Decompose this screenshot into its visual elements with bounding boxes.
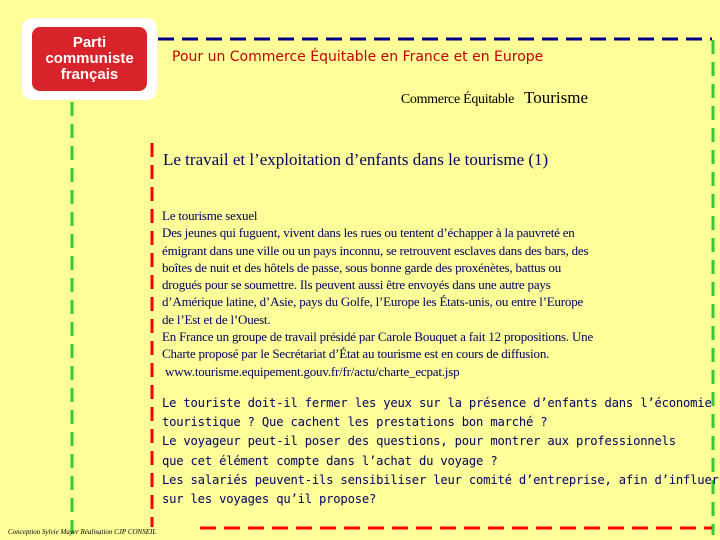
text-line: Charte proposé par le Secrétariat d’État au tourisme est en cours de diffusion.: [162, 346, 550, 362]
text-line: En France un groupe de travail présidé par Carole Bouquet a fait 12 propositions. Une: [162, 329, 594, 345]
nav-item-commerce-equitable[interactable]: Commerce Équitable: [400, 92, 515, 107]
text-line: émigrant dans une ville ou un pays inconnu, se retrouvent esclaves dans des bars, des: [162, 242, 589, 258]
text-line: Des jeunes qui fuguent, vivent dans les rues ou tentent d’échapper à la pauvreté en: [162, 225, 575, 241]
party-logo-badge: [32, 27, 147, 91]
text-line: Le voyageur peut-il poser des questions, pour montrer aux professionnels: [162, 434, 676, 449]
body-paragraph-1: [162, 207, 692, 380]
party-logo: [22, 18, 157, 100]
footer-credit: Conception Sylvie Mayer Réalisation CJP CONSEIL: [8, 528, 157, 536]
text-line: d’Amérique latine, d’Asie, pays du Golfe, l’Europe les États-unis, ou entre l’Europe: [162, 294, 584, 310]
text-line: Le tourisme sexuel: [162, 208, 258, 223]
charter-link[interactable]: www.tourisme.equipement.gouv.fr/fr/actu/charte_ecpat.jsp: [162, 363, 460, 379]
header-title: Pour un Commerce Équitable en France et en Europe: [172, 49, 544, 65]
logo-line-2: communiste: [45, 50, 134, 67]
text-line: Les salariés peuvent-ils sensibiliser leur comité d’entreprise, afin d’influer: [162, 472, 719, 487]
text-line: touristique ? Que cachent les prestations bon marché ?: [162, 415, 548, 430]
page-title: Le travail et l’exploitation d’enfants dans le tourisme (1): [163, 150, 549, 169]
body-paragraph-2: [162, 394, 719, 509]
text-line: de l’Est et de l’Ouest.: [162, 311, 271, 327]
text-line: que cet élément compte dans l’achat du voyage ?: [162, 453, 498, 468]
logo-line-3: français: [60, 66, 119, 83]
text-line: sur les voyages qu’il propose?: [162, 492, 377, 507]
section-nav: [401, 88, 588, 108]
text-line: drogués pour se soumettre. Ils peuvent aussi être envoyés dans une autre pays: [162, 277, 551, 293]
logo-line-1: Parti: [72, 34, 107, 51]
text-line: Le touriste doit-il fermer les yeux sur la présence d’enfants dans l’économie: [162, 396, 712, 410]
text-line: boîtes de nuit et des hôtels de passe, sous bonne garde des proxénètes, battus ou: [162, 259, 561, 275]
nav-item-tourisme[interactable]: Tourisme: [524, 88, 588, 107]
